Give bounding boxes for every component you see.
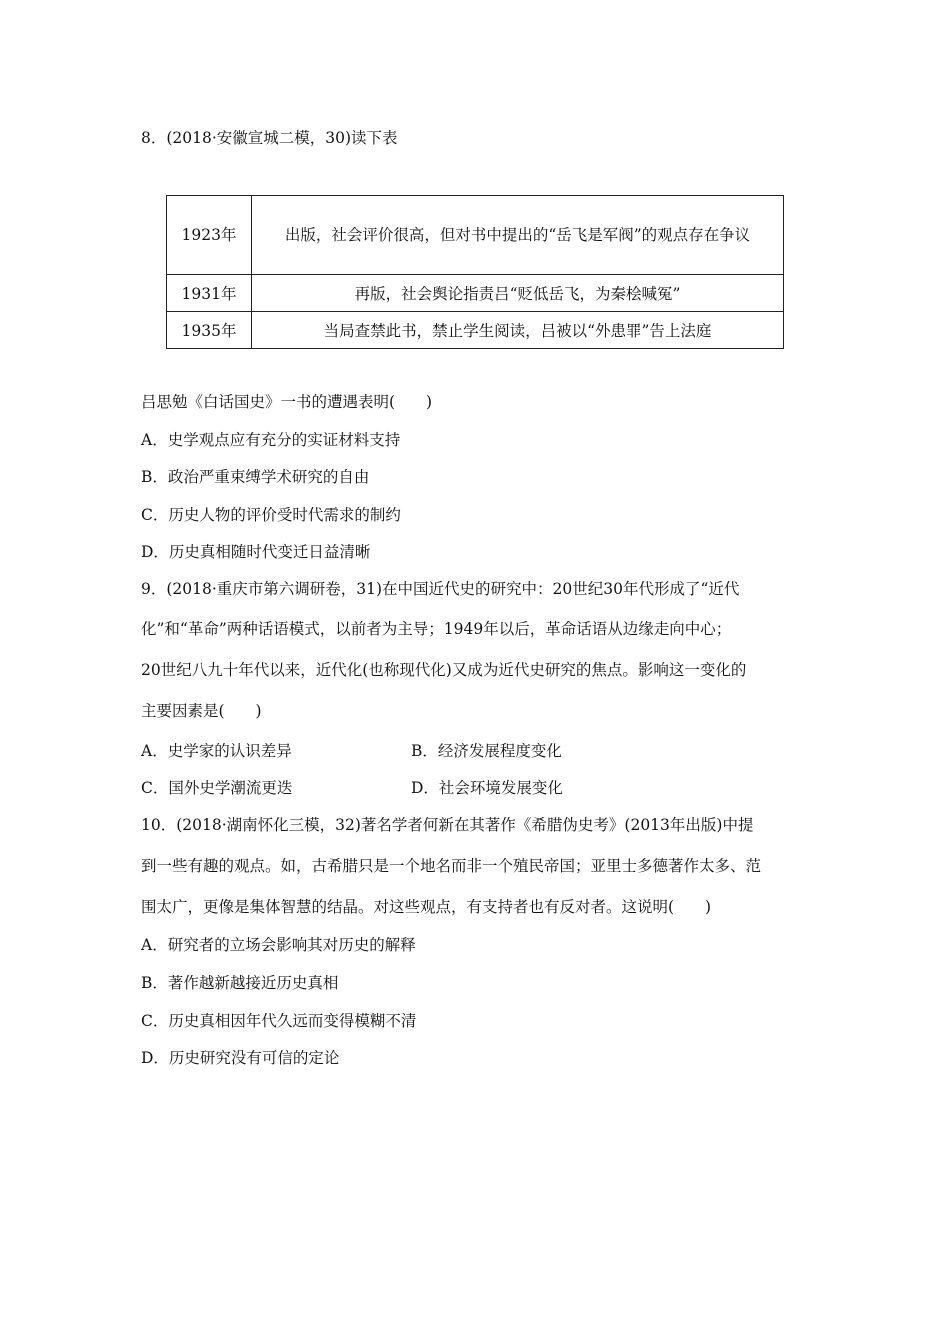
- q10-option-d: D．历史研究没有可信的定论: [141, 1049, 340, 1067]
- q9-stem-line-4: 主要因素是( ): [141, 702, 262, 720]
- table-cell-desc: 出版，社会评价很高，但对书中提出的“岳飞是军阀”的观点存在争议: [252, 196, 784, 275]
- q10-option-a: A．研究者的立场会影响其对历史的解释: [141, 936, 416, 954]
- table-cell-year: 1935年: [167, 312, 252, 349]
- q8-option-d: D．历史真相随时代变迁日益清晰: [141, 543, 371, 561]
- table-row: [167, 196, 784, 275]
- q9-option-c: C．国外史学潮流更迭: [141, 779, 293, 797]
- table-cell-desc: 再版，社会舆论指责吕“贬低岳飞，为秦桧喊冤”: [252, 275, 784, 312]
- q10-stem-line-3: 围太广，更像是集体智慧的结晶。对这些观点，有支持者也有反对者。这说明( ): [141, 898, 712, 916]
- q8-option-b: B．政治严重束缚学术研究的自由: [141, 468, 370, 486]
- q9-option-d: D．社会环境发展变化: [411, 779, 563, 797]
- q9-stem-line-1: 9．(2018·重庆市第六调研卷，31)在中国近代史的研究中：20世纪30年代形成了“近代: [141, 580, 740, 598]
- table-cell-desc: 当局查禁此书，禁止学生阅读，吕被以“外患罪”告上法庭: [252, 312, 784, 349]
- q9-option-a: A．史学家的认识差异: [141, 742, 292, 760]
- q8-stem: 8．(2018·安徽宣城二模，30)读下表: [141, 129, 398, 147]
- q8-option-c: C．历史人物的评价受时代需求的制约: [141, 506, 401, 524]
- q10-option-c: C．历史真相因年代久远而变得模糊不清: [141, 1012, 417, 1030]
- table-cell-year: 1931年: [167, 275, 252, 312]
- q9-stem-line-2: 化”和“革命”两种话语模式，以前者为主导；1949年以后，革命话语从边缘走向中心；: [141, 620, 732, 638]
- table-cell-year: 1923年: [167, 196, 252, 275]
- table-row: [167, 312, 784, 349]
- q8-question: 吕思勉《白话国史》一书的遭遇表明( ): [141, 393, 433, 411]
- q9-option-b: B．经济发展程度变化: [411, 742, 562, 760]
- q10-option-b: B．著作越新越接近历史真相: [141, 974, 339, 992]
- q9-stem-line-3: 20世纪八九十年代以来，近代化(也称现代化)又成为近代史研究的焦点。影响这一变化的: [141, 661, 747, 679]
- q10-stem-line-1: 10．(2018·湖南怀化三模，32)著名学者何新在其著作《希腊伪史考》(2013年出版)中提: [141, 816, 754, 834]
- q8-table: [166, 195, 784, 349]
- q10-stem-line-2: 到一些有趣的观点。如，古希腊只是一个地名而非一个殖民帝国；亚里士多德著作太多、范: [141, 857, 762, 875]
- table-row: [167, 275, 784, 312]
- q8-option-a: A．史学观点应有充分的实证材料支持: [141, 431, 401, 449]
